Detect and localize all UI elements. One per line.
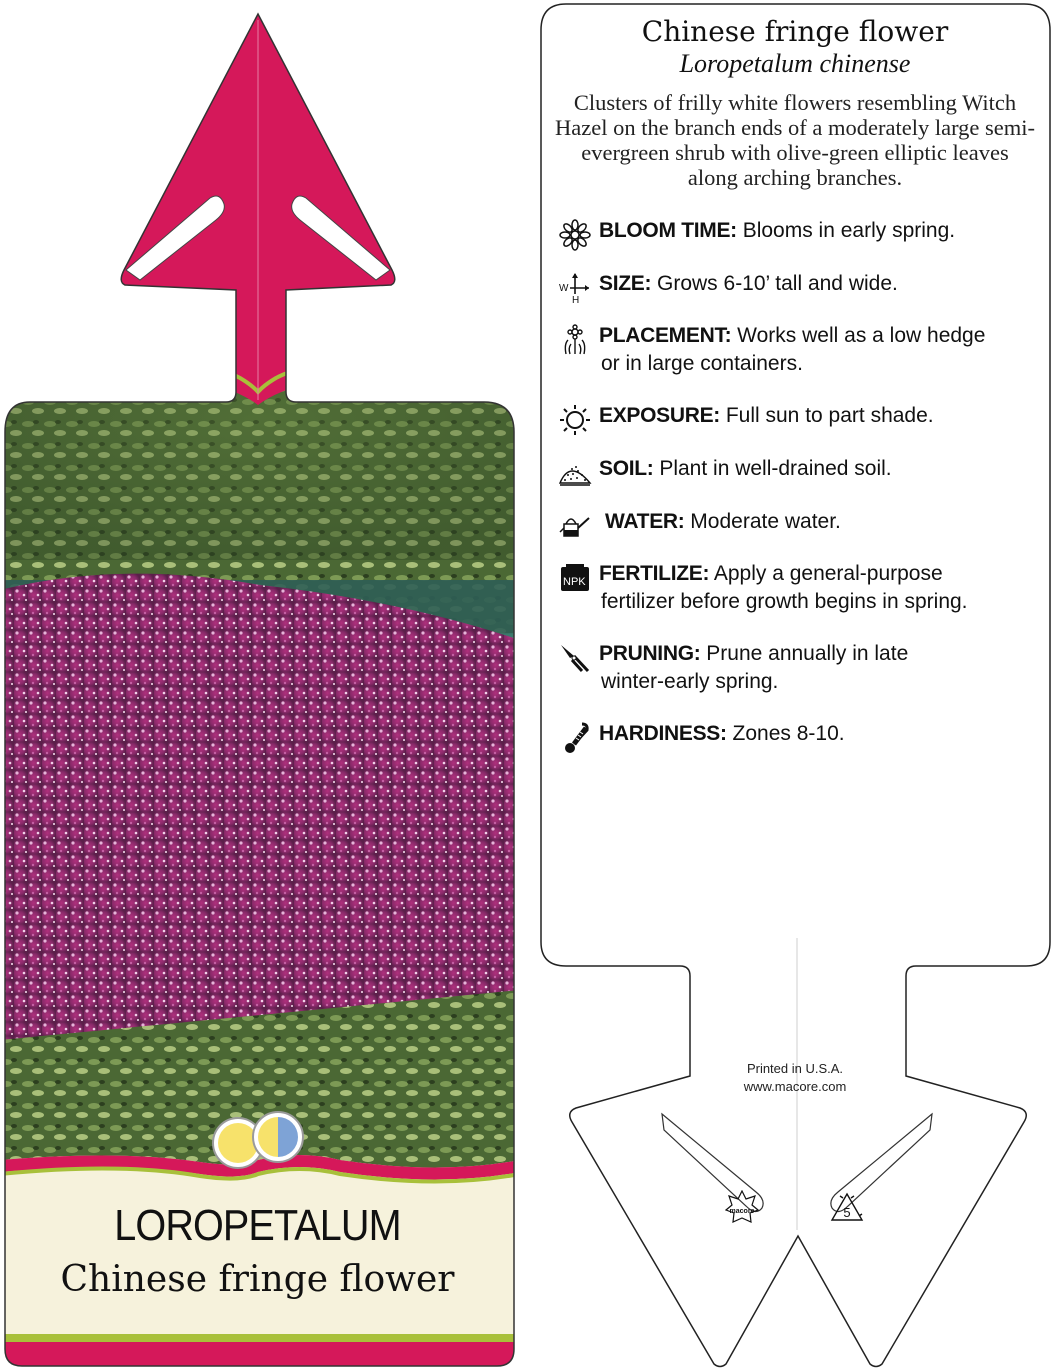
size-arrows-icon <box>558 272 592 304</box>
npk-fertilizer-icon <box>558 562 592 594</box>
printed-info: Printed in U.S.A. www.macore.com <box>743 1061 847 1094</box>
svg-text:W: W <box>559 283 569 294</box>
svg-text:NPK: NPK <box>563 576 586 588</box>
placement-flowers-icon <box>558 324 592 356</box>
flower-icon <box>558 219 592 251</box>
svg-text:H: H <box>572 295 580 304</box>
soil-mound-icon <box>558 457 592 489</box>
front-botanical-name: LOROPETALUM <box>114 1201 401 1250</box>
svg-text:5: 5 <box>843 1205 851 1220</box>
plant-description: Clusters of frilly white flowers resembling Witch Hazel on the branch ends of a moderately large semi-evergreen shrub with olive-green elliptic leaves along arching branches. <box>555 90 1036 190</box>
pruning-shears-icon <box>558 642 592 674</box>
macore-logo-icon <box>725 1190 759 1224</box>
back-title: Chinese fringe flower <box>641 15 949 48</box>
front-common-name: Chinese fringe flower <box>60 1259 455 1300</box>
svg-text:macore: macore <box>729 1208 755 1215</box>
recycle-5-icon <box>829 1192 865 1224</box>
back-subtitle: Loropetalum chinense <box>679 49 911 78</box>
watering-can-icon <box>558 510 592 542</box>
sun-icon <box>558 404 592 436</box>
thermometer-icon <box>558 722 592 754</box>
